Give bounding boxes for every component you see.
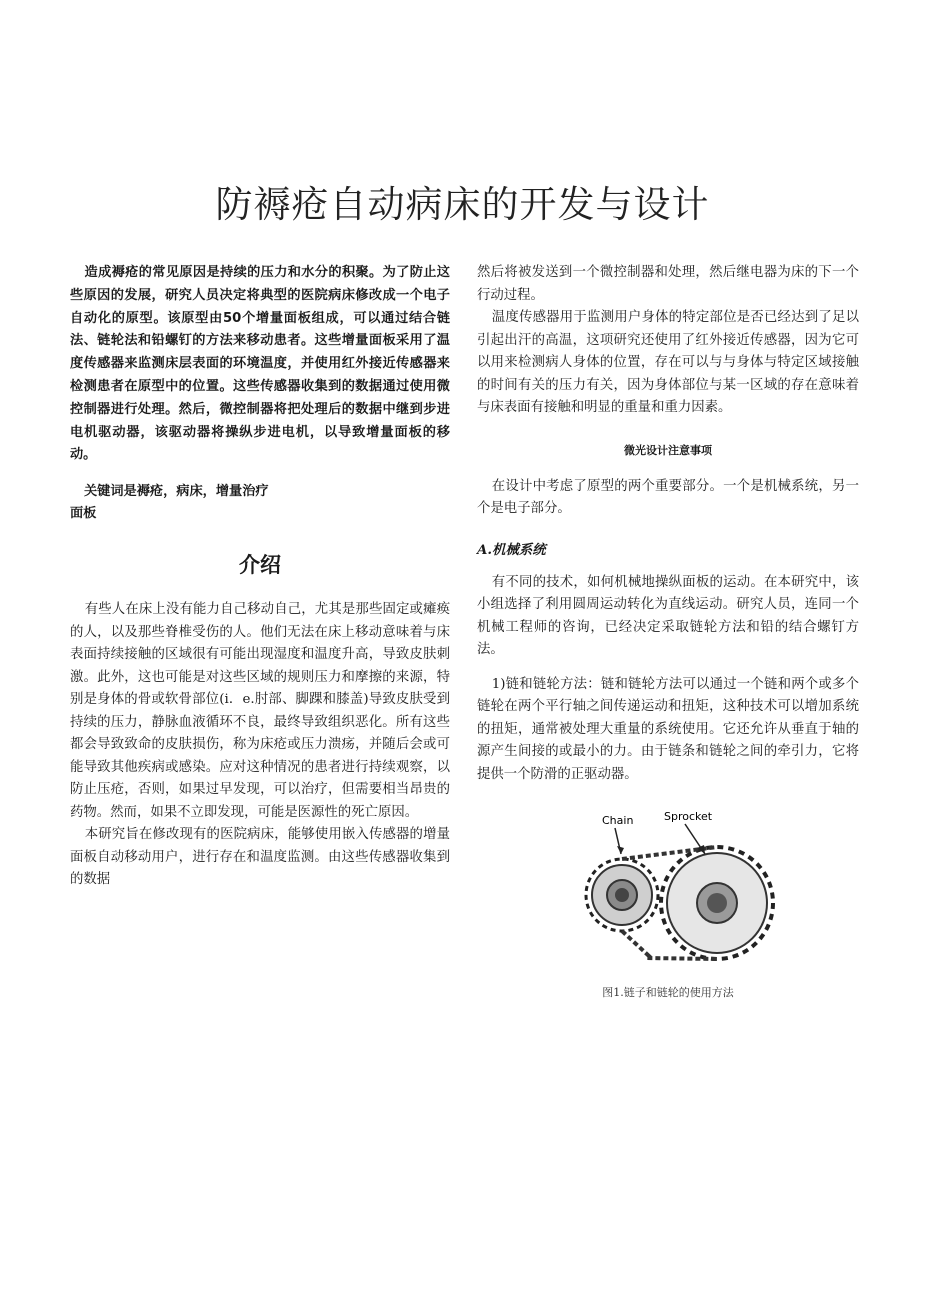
design-paragraph: 在设计中考虑了原型的两个重要部分。一个是机械系统，另一个是电子部分。 [477,478,859,516]
chain-label: Chain [602,814,634,827]
intro-paragraph-2: 本研究旨在修改现有的医院病床，能够使用嵌入传感器的增量面板自动移动用户，进行存在和温度监测。由这些传感器收集到的数据 [70,827,450,888]
left-column [70,262,450,892]
figure-chain-sprocket [477,810,859,980]
right-column [477,262,859,1000]
design-heading: 微光设计注意事项 [624,443,712,457]
mechanical-paragraph-2: 1)链和链轮方法：链和链轮方法可以通过一个链和两个或多个链轮在两个平行轴之间传递运动和扭矩，这种技术可以增加系统的扭矩，通常被处理大重量的系统使用。它还允许从垂直于轴的源产生间接的或最小的力。由于链条和链轮之间的牵引力，它将提供一个防滑的正驱动器。 [477,676,859,782]
small-sprocket-icon [586,859,658,931]
paper-title: 防褥疮自动病床的开发与设计 [215,183,710,226]
right-paragraph-2: 温度传感器用于监测用户身体的特定部位是否已经达到了足以引起出汗的高温，这项研究还使用了红外接近传感器，因为它可以用来检测病人身体的位置，存在可以与与身体与特定区域接触的时间有关的压力有关，因为身体部位与某一区域的存在意味着与床表面有接触和明显的重量和重力因素。 [477,310,859,415]
mechanical-heading: A.机械系统 [477,541,546,558]
intro-paragraph-1: 有些人在床上没有能力自己移动自己，尤其是那些固定或瘫痪的人，以及那些脊椎受伤的人。他们无法在床上移动意味着与床表面持续接触的区域很有可能出现湿度和温度升高，导致皮肤刺激。此外，这也可能是对这些区域的规则压力和摩擦的来源，特别是身体的骨或软骨部位(i．e.肘部、脚踝和膝盖)导致皮肤受到持续的压力，静脉血液循环不良，最终导致组织恶化。所有这些都会导致致命的皮肤损伤，称为床疮或压力溃疡，并随后会或可能导致其他疾病或感染。应对这种情况的患者进行持续观察，以防止压疮，否则，如果过早发现，可以治疗，但需要相当昂贵的药物。然而，如果不立即发现，可能是医源性的死亡原因。 [70,602,450,820]
keywords-line-1: 关键词是褥疮，病床，增量治疗 [84,484,269,500]
keywords [70,481,450,525]
keywords-line-2: 面板 [70,506,97,522]
sprocket-label: Sprocket [664,810,713,823]
right-paragraph-1: 然后将被发送到一个微控制器和处理，然后继电器为床的下一个行动过程。 [477,265,859,303]
intro-heading: 介绍 [239,553,281,578]
large-sprocket-icon [661,847,773,959]
mechanical-paragraph-1: 有不同的技术，如何机械地操纵面板的运动。在本研究中，该小组选择了利用圆周运动转化为直线运动。研究人员，连同一个机械工程师的咨询，已经决定采取链轮方法和铅的结合螺钉方法。 [477,574,859,657]
figure-caption: 图1.链子和链轮的使用方法 [602,986,734,999]
abstract: 造成褥疮的常见原因是持续的压力和水分的积聚。为了防止这些原因的发展，研究人员决定将典型的医院病床修改成一个电子自动化的原型。该原型由50个增量面板组成，可以通过结合链法、链轮法和铅螺钉的方法来移动患者。这些增量面板采用了温度传感器来监测床层表面的环境温度，并使用红外接近传感器来检测患者在原型中的位置。这些传感器收集到的数据通过使用微控制器进行处理。然后，微控制器将把处理后的数据中继到步进电机驱动器，该驱动器将操纵步进电机，以导致增量面板的移动。 [70,265,450,463]
chain-sprocket-illustration [477,810,859,980]
